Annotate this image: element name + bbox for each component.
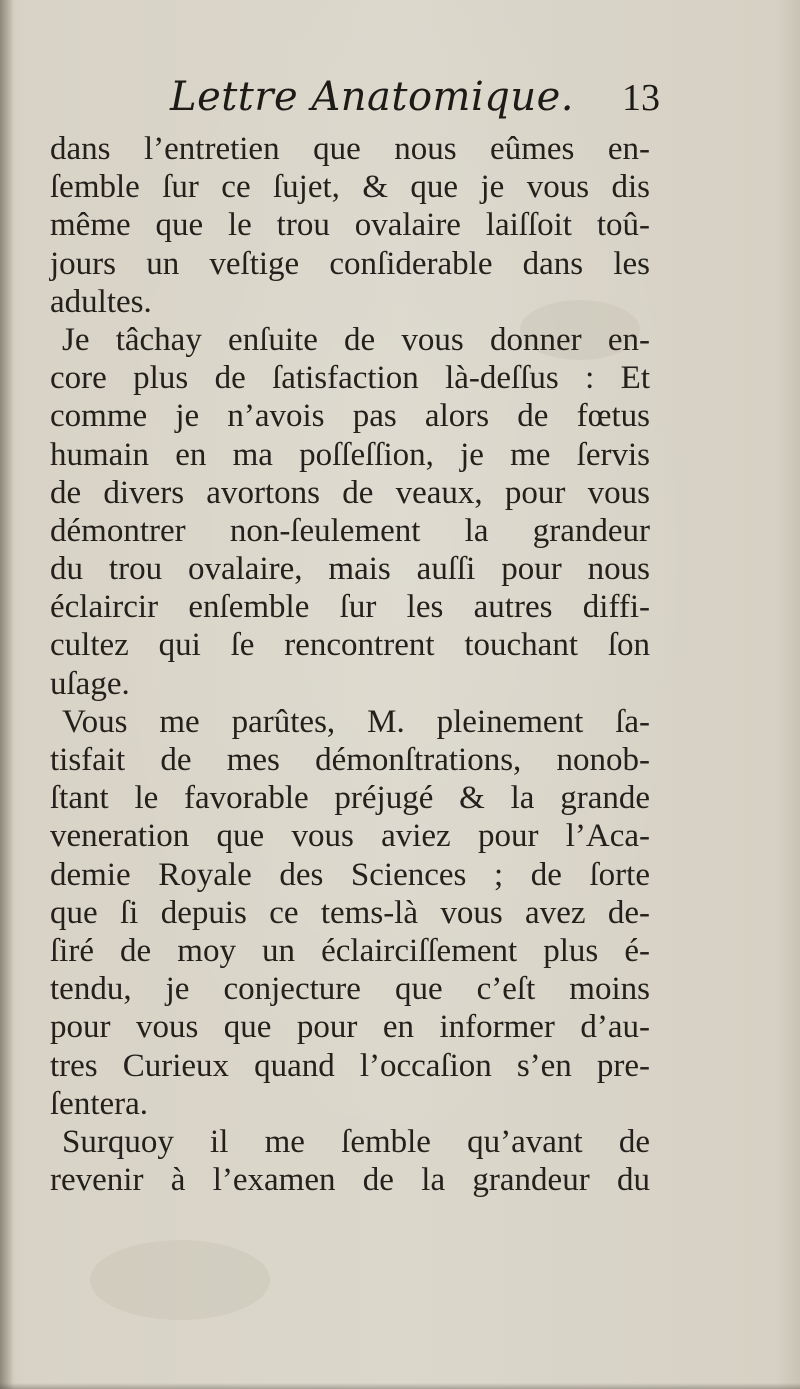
running-title: Lettre Anatomique. [170, 74, 575, 120]
text-line: tendu, je conjecture que c’eſt moins [50, 971, 650, 1008]
text-line: ſiré de moy un éclairciſſement plus é- [50, 932, 650, 969]
text-line: Je tâchay enſuite de vous donner en- [62, 321, 650, 358]
text-line: de divers avortons de veaux, pour vous [50, 474, 650, 511]
text-line: comme je n’avois pas alors de fœtus [50, 398, 650, 435]
text-line: pour vous que pour en informer d’au- [50, 1009, 650, 1046]
text-line: éclaircir enſemble ſur les autres diffi- [50, 589, 650, 626]
page-number: 13 [622, 77, 660, 119]
text-line: Surquoy il me ſemble qu’avant de [62, 1123, 650, 1160]
text-line: même que le trou ovalaire laiſſoit toû- [50, 207, 650, 244]
running-head [170, 74, 660, 122]
text-line: Vous me parûtes, M. pleinement ſa- [62, 703, 650, 740]
text-line: demie Royale des Sciences ; de ſorte [50, 856, 650, 893]
text-line: dans l’entretien que nous eûmes en- [50, 131, 650, 167]
text-line: veneration que vous aviez pour l’Aca- [50, 818, 650, 855]
text-line: ſentera. [50, 1085, 149, 1122]
text-line: du trou ovalaire, mais auſſi pour nous [50, 551, 650, 588]
text-line: jours un veſtige conſiderable dans les [50, 245, 650, 282]
page-bottom-edge [0, 1383, 800, 1389]
text-line: core plus de ſatisfaction là-deſſus : Et [50, 360, 650, 397]
body-text [50, 130, 650, 1199]
text-line: tres Curieux quand l’occaſion s’en pre- [50, 1047, 650, 1084]
paper-stain [90, 1240, 270, 1320]
text-line: cultez qui ſe rencontrent touchant ſon [50, 627, 650, 664]
text-line: humain en ma poſſeſſion, je me ſervis [50, 436, 650, 473]
page-gutter-shadow [0, 0, 14, 1389]
text-line: revenir à l’examen de la grandeur du [50, 1162, 650, 1199]
text-line: adultes. [50, 283, 152, 320]
text-line: ſemble ſur ce ſujet, & que je vous dis [50, 169, 650, 206]
text-line: que ſi depuis ce tems-là vous avez de- [50, 894, 650, 931]
text-line: ſtant le favorable préjugé & la grande [50, 780, 650, 817]
text-line: démontrer non-ſeulement la grandeur [50, 512, 650, 549]
text-line: tisfait de mes démonſtrations, nonob- [50, 742, 650, 778]
text-line: uſage. [50, 665, 130, 702]
